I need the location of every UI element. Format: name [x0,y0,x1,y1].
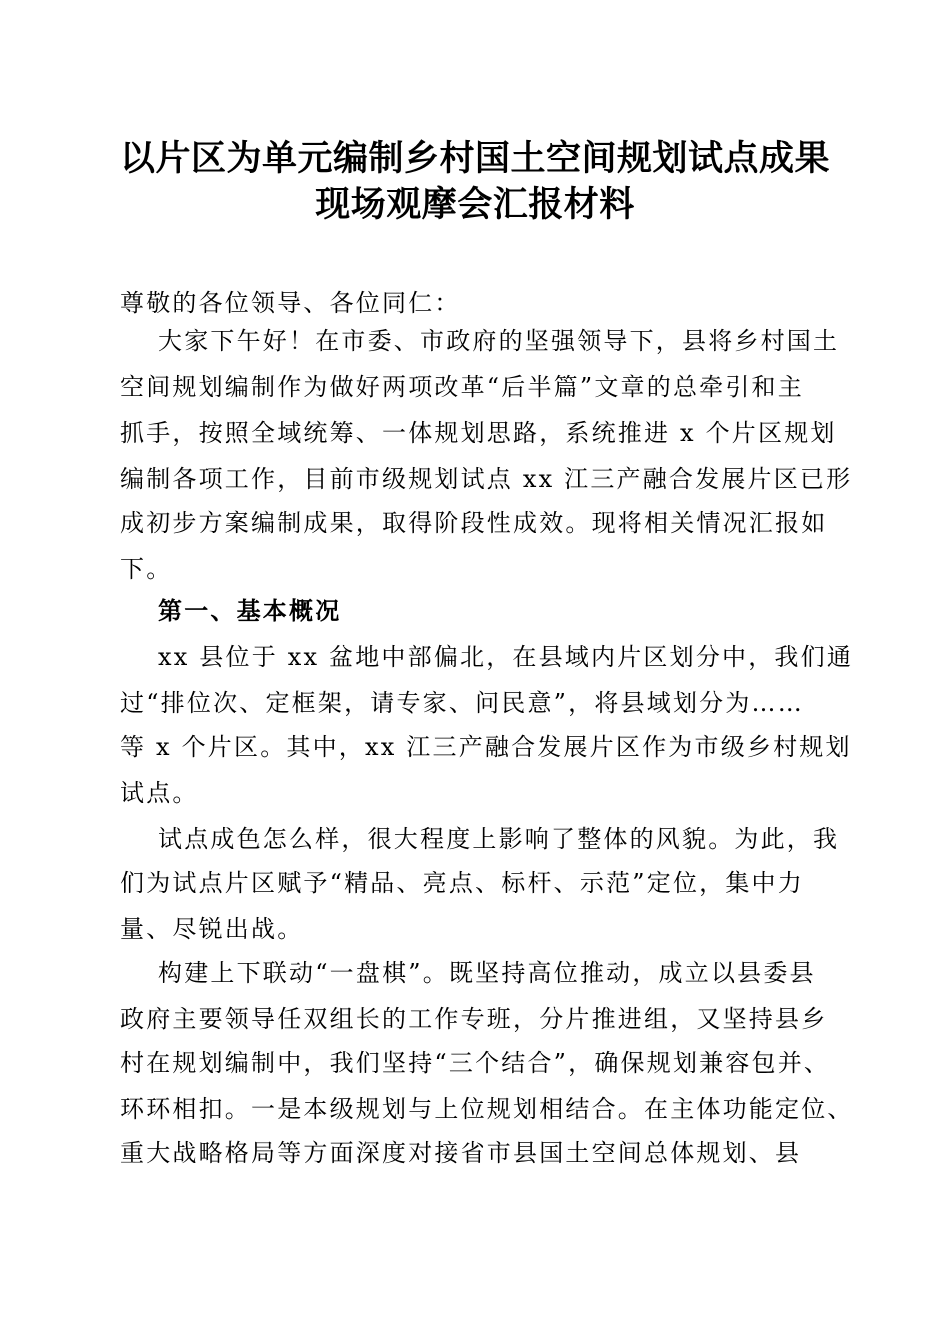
document-title-line-2: 现场观摩会汇报材料 [315,184,635,225]
paragraph-line: 们为试点片区赋予“精品、亮点、标杆、示范”定位，集中力 [120,869,804,897]
paragraph-line: 编制各项工作，目前市级规划试点 xx 江三产融合发展片区已形 [120,465,853,493]
document-title-line-1: 以片区为单元编制乡村国土空间规划试点成果 [119,138,830,179]
paragraph-line: 政府主要领导任双组长的工作专班，分片推进组，又坚持县乡 [120,1005,828,1033]
paragraph-line: 成初步方案编制成果，取得阶段性成效。现将相关情况汇报如 [120,509,828,537]
paragraph-line: 空间规划编制作为做好两项改革“后半篇”文章的总牵引和主 [120,373,804,401]
paragraph-line: 等 x 个片区。其中，xx 江三产融合发展片区作为市级乡村规划 [120,733,852,761]
paragraph-line: 试点。 [120,779,199,807]
paragraph-line: 大家下午好！在市委、市政府的坚强领导下，县将乡村国土 [158,327,840,355]
paragraph-line: xx 县位于 xx 盆地中部偏北，在县域内片区划分中，我们通 [158,643,854,671]
greeting: 尊敬的各位领导、各位同仁： [120,289,461,317]
paragraph-line: 下。 [120,555,173,583]
paragraph-line: 构建上下联动“一盘棋”。既坚持高位推动，成立以县委县 [158,959,816,987]
section-heading: 第一、基本概况 [158,596,342,625]
paragraph-line: 量、尽锐出战。 [120,915,304,943]
paragraph-line: 试点成色怎么样，很大程度上影响了整体的风貌。为此，我 [158,825,840,853]
paragraph-line: 重大战略格局等方面深度对接省市县国土空间总体规划、县 [120,1139,802,1167]
paragraph-line: 村在规划编制中，我们坚持“三个结合”，确保规划兼容包并、 [120,1049,831,1077]
paragraph-line: 环环相扣。一是本级规划与上位规划相结合。在主体功能定位、 [120,1095,854,1123]
paragraph-line: 抓手，按照全域统筹、一体规划思路，系统推进 x 个片区规划 [120,419,837,447]
paragraph-line: 过“排位次、定框架，请专家、问民意”，将县域划分为…… [120,689,804,717]
